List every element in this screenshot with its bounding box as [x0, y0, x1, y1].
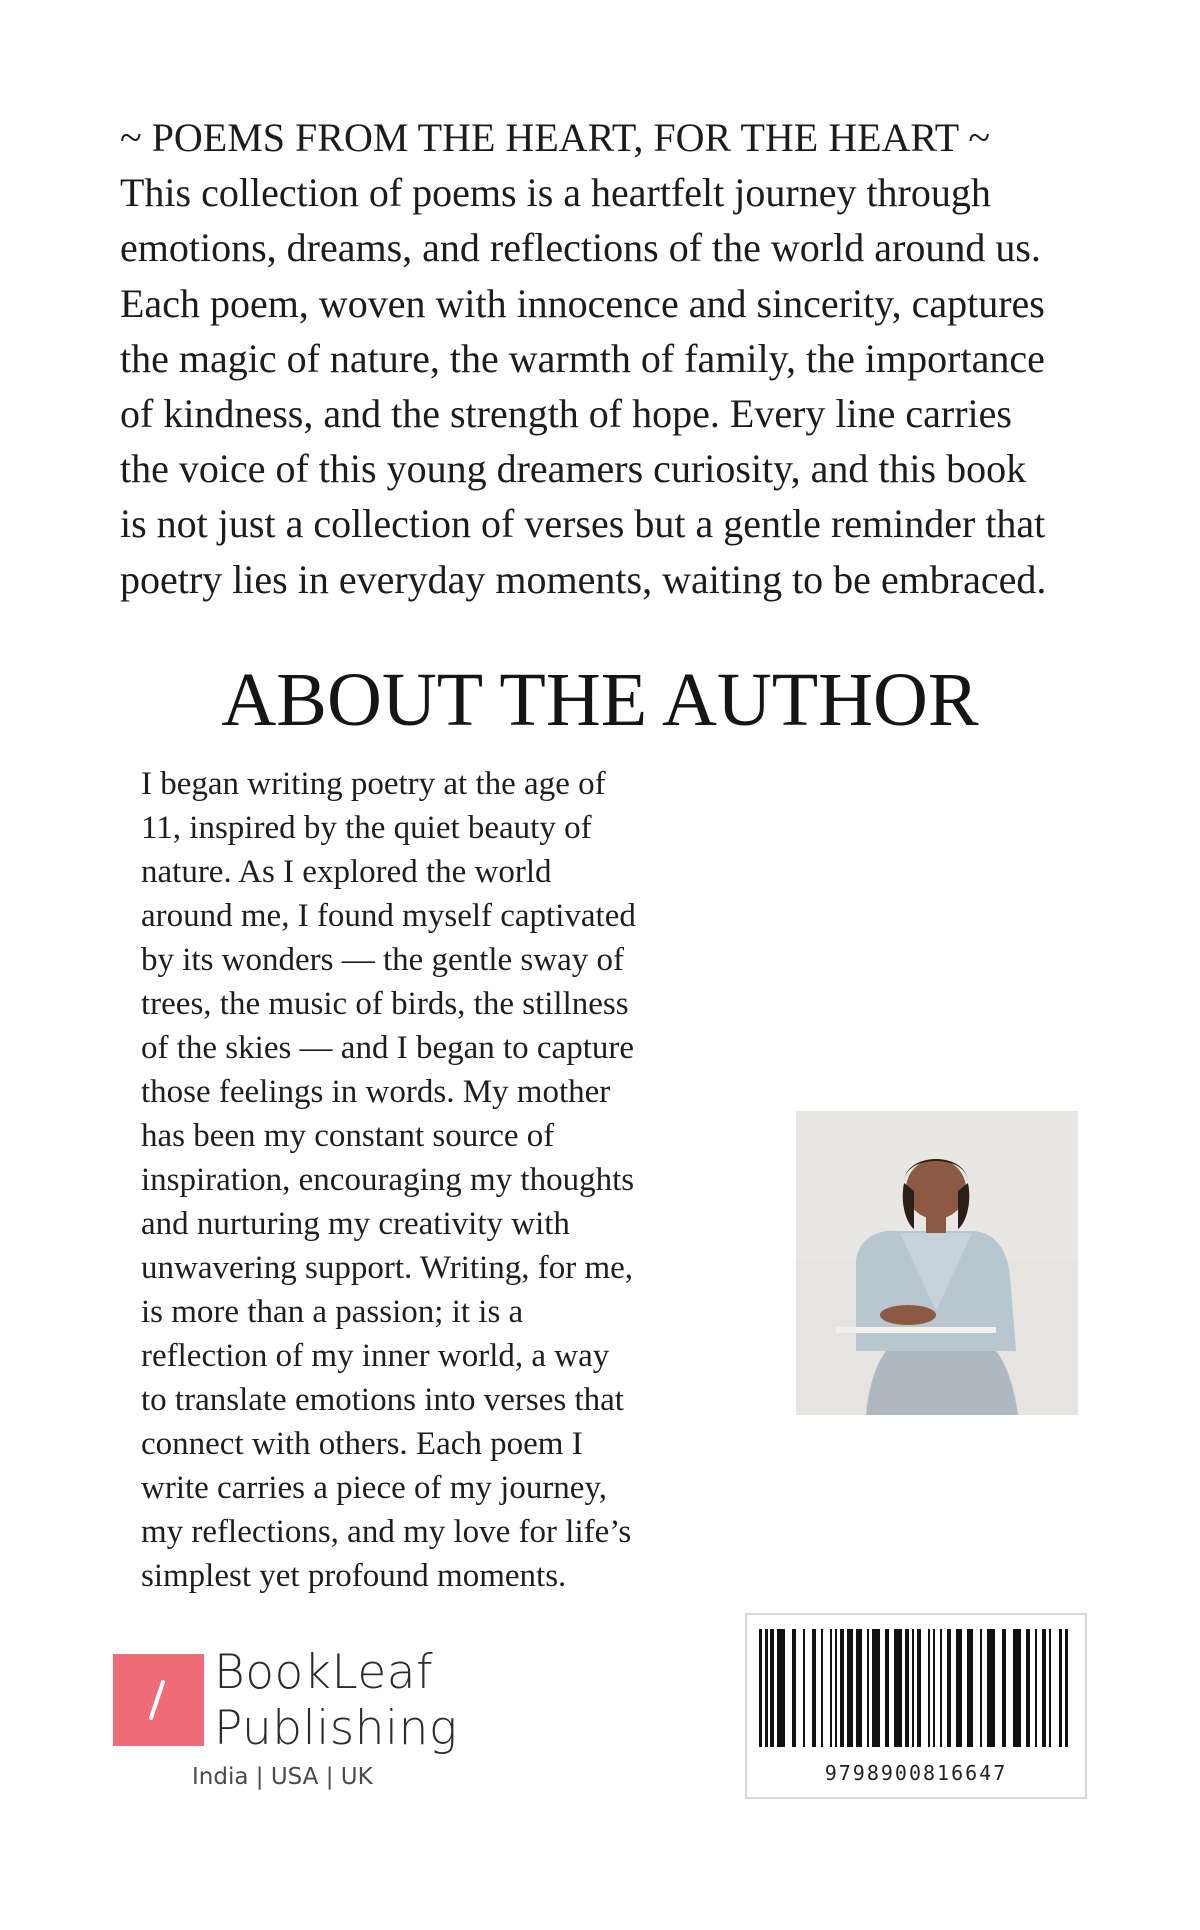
blurb-line: This collection of poems is a heartfelt journey through	[120, 170, 991, 216]
barcode-bar	[856, 1629, 862, 1747]
barcode-bar	[1065, 1629, 1068, 1747]
author-bio	[141, 762, 801, 1598]
bio-line: is more than a passion; it is a	[141, 1294, 524, 1330]
bio-line: write carries a piece of my journey,	[141, 1470, 608, 1506]
publisher-regions: India | USA | UK	[192, 1764, 373, 1790]
bio-line: of the skies — and I began to capture	[141, 1030, 635, 1066]
barcode-bar	[987, 1629, 995, 1747]
publisher-name-line1: BookLeaf	[214, 1645, 434, 1700]
barcode-bar	[1026, 1629, 1030, 1747]
barcode-bar	[1035, 1629, 1037, 1747]
publisher-name-line2: Publishing	[214, 1701, 458, 1756]
barcode-bar	[885, 1629, 889, 1747]
bio-line: those feelings in words. My mother	[141, 1074, 611, 1110]
bio-line: unwavering support. Writing, for me,	[141, 1250, 634, 1286]
blurb-line: of kindness, and the strength of hope. Every line carries	[120, 391, 1012, 437]
bio-line: by its wonders — the gentle sway of	[141, 942, 624, 978]
blurb-line: emotions, dreams, and reflections of the world around us.	[120, 225, 1041, 271]
bio-line: 11, inspired by the quiet beauty of	[141, 810, 592, 846]
bio-line: to translate emotions into verses that	[141, 1382, 624, 1418]
barcode-bar	[917, 1629, 921, 1747]
bio-line: my reflections, and my love for life’s	[141, 1514, 632, 1550]
bio-line: has been my constant source of	[141, 1118, 555, 1154]
barcode-bar	[847, 1629, 853, 1747]
barcode-bar	[872, 1629, 880, 1747]
slash-icon	[113, 1654, 204, 1746]
bio-line: and nurturing my creativity with	[141, 1206, 570, 1242]
bio-line: reflection of my inner world, a way	[141, 1338, 610, 1374]
bio-line: I began writing poetry at the age of	[141, 766, 606, 802]
barcode-bar	[821, 1629, 823, 1747]
barcode-bar	[1002, 1629, 1006, 1747]
barcode-bar	[967, 1629, 973, 1747]
blurb-heading: ~ POEMS FROM THE HEART, FOR THE HEART ~	[120, 115, 991, 160]
barcode-bar	[912, 1629, 914, 1747]
barcode-bars	[747, 1615, 1085, 1755]
blurb-line: the magic of nature, the warmth of family, the importance	[120, 335, 1045, 381]
barcode-bar	[956, 1629, 962, 1747]
barcode-bar	[765, 1629, 768, 1747]
publisher-name	[214, 1645, 458, 1757]
bio-line: around me, I found myself captivated	[141, 898, 636, 934]
about-author-heading: ABOUT THE AUTHOR	[221, 658, 979, 742]
barcode-bar	[770, 1629, 774, 1747]
barcode-bar	[812, 1629, 816, 1747]
barcode-bar	[792, 1629, 796, 1747]
barcode-bar	[867, 1629, 869, 1747]
blurb-line: the voice of this young dreamers curiosity, and this book	[120, 446, 1027, 492]
barcode-bar	[1049, 1629, 1051, 1747]
blurb-line: is not just a collection of verses but a gentle reminder that	[120, 501, 1046, 547]
bio-line: trees, the music of birds, the stillness	[141, 986, 629, 1022]
barcode-bar	[1059, 1629, 1062, 1747]
barcode-bar	[933, 1629, 935, 1747]
barcode-bar	[905, 1629, 909, 1747]
blurb-line: Each poem, woven with innocence and sincerity, captures	[120, 280, 1045, 326]
barcode-bar	[947, 1629, 951, 1747]
barcode-bar	[1013, 1629, 1021, 1747]
isbn-number: 9798900816647	[824, 1761, 1008, 1785]
barcode-bar	[835, 1629, 837, 1747]
bio-line: connect with others. Each poem I	[141, 1426, 583, 1462]
barcode-bar	[830, 1629, 832, 1747]
bio-line: inspiration, encouraging my thoughts	[141, 1162, 635, 1198]
barcode-bar	[803, 1629, 805, 1747]
barcode-bar	[759, 1629, 762, 1747]
barcode-bar	[1042, 1629, 1046, 1747]
barcode-bar	[777, 1629, 785, 1747]
bio-line: simplest yet profound moments.	[141, 1558, 567, 1594]
barcode-bar	[840, 1629, 844, 1747]
publisher-logo-mark	[113, 1654, 204, 1746]
barcode-bar	[940, 1629, 942, 1747]
barcode-bar	[894, 1629, 902, 1747]
barcode-bar	[980, 1629, 982, 1747]
blurb-line: poetry lies in everyday moments, waiting to be embraced.	[120, 556, 1047, 602]
bio-line: nature. As I explored the world	[141, 854, 552, 890]
book-blurb	[120, 110, 1100, 607]
author-photo	[796, 1111, 1078, 1415]
isbn-barcode	[745, 1613, 1087, 1799]
barcode-bar	[928, 1629, 930, 1747]
